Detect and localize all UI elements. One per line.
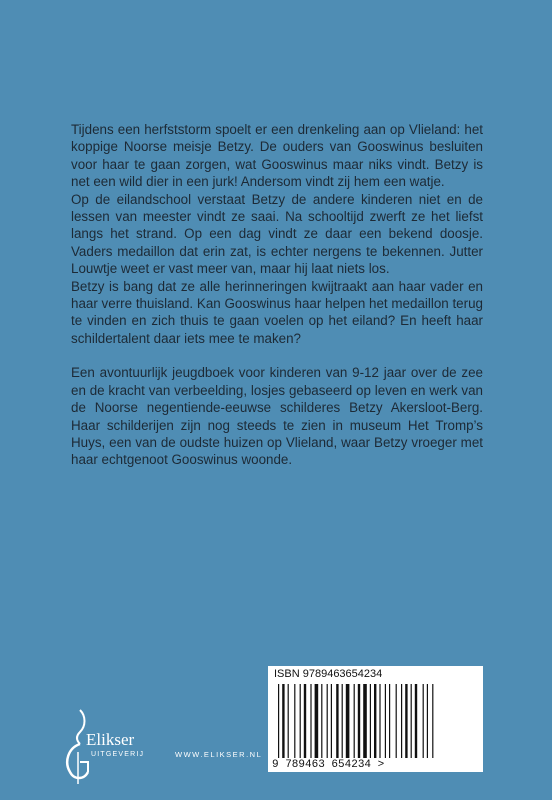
blurb-paragraph-3: Betzy is bang dat ze alle herinneringen kwijtraakt aan haar vader en haar verre thuisland. Kan Gooswinus haar helpen het medaillon terug te vinden en zich thuis te gaan voelen op het eiland? En heeft haar schildertalent daar iets mee te maken?	[71, 278, 483, 346]
barcode-bar	[282, 684, 284, 758]
barcode-digits: 9 789463 654234 >	[272, 759, 385, 771]
barcode-bar	[310, 684, 311, 758]
back-cover-blurb	[71, 121, 483, 469]
barcode-bar	[278, 684, 279, 758]
barcode-bar	[327, 684, 328, 758]
barcode-bar	[432, 684, 433, 758]
isbn-label: ISBN 9789463654234	[268, 666, 483, 682]
barcode-bar	[374, 684, 376, 758]
publisher-logo	[56, 708, 156, 788]
barcode-bar	[411, 684, 412, 758]
barcode-bar	[294, 684, 295, 758]
isbn-block	[268, 666, 483, 772]
barcode-bar	[405, 684, 407, 758]
barcode-bar	[423, 684, 424, 758]
barcode-bar	[396, 684, 397, 758]
publisher-name: Elikser	[86, 730, 135, 749]
barcode-bar	[379, 684, 380, 758]
barcode-bar	[336, 684, 338, 758]
barcode-bar	[358, 684, 360, 758]
blurb-paragraph-2: Op de eilandschool verstaat Betzy de andere kinderen niet en de lessen van meester vindt ze saai. Na schooltijd zwerft ze het liefst langs het strand. Op een dag vindt ze daar een bekend doosje. Vaders medaillon dat erin zat, is echter nergens te bekennen. Jutter Louwtje weet er vast meer van, maar hij laat niets los.	[71, 191, 483, 277]
barcode-bar	[354, 684, 355, 758]
barcode-bar	[346, 684, 350, 758]
barcode-bar	[401, 684, 402, 758]
barcode-bar	[415, 684, 417, 758]
barcode-bar	[304, 684, 306, 758]
publisher-url[interactable]: WWW.ELIKSER.NL	[175, 750, 263, 759]
publisher-subtitle: UITGEVERIJ	[91, 751, 145, 758]
barcode	[268, 682, 483, 772]
barcode-bar	[385, 684, 386, 758]
blurb-paragraph-4: Een avontuurlijk jeugdboek voor kinderen van 9-12 jaar over de zee en de kracht van verbeelding, losjes gebaseerd op leven en werk van de Noorse negentiende-eeuwse schilderes Betzy Akersloot-Berg. Haar schilderijen zijn nog steeds te zien in museum Het Tromp’s Huys, een van de oudste huizen op Vlieland, waar Betzy vroeger met haar echtgenoot Gooswinus woonde.	[71, 365, 483, 468]
blurb-paragraph-1: Tijdens een herfststorm spoelt er een drenkeling aan op Vlieland: het koppige Noorse meisje Betzy. De ouders van Gooswinus besluiten voor haar te gaan zorgen, wat Gooswinus maar niks vindt. Betzy is net een wild dier in een jurk! Andersom vindt zij hem een watje.	[71, 122, 483, 190]
barcode-bar	[363, 684, 367, 758]
barcode-bar	[370, 684, 371, 758]
barcode-bar	[427, 684, 428, 758]
barcode-bar	[288, 684, 289, 758]
barcode-bar	[321, 684, 322, 758]
barcode-bars	[268, 684, 483, 760]
barcode-bar	[342, 684, 343, 758]
barcode-bar	[389, 684, 390, 758]
barcode-bar	[331, 684, 332, 758]
barcode-bar	[300, 684, 301, 758]
barcode-bar	[315, 684, 319, 758]
